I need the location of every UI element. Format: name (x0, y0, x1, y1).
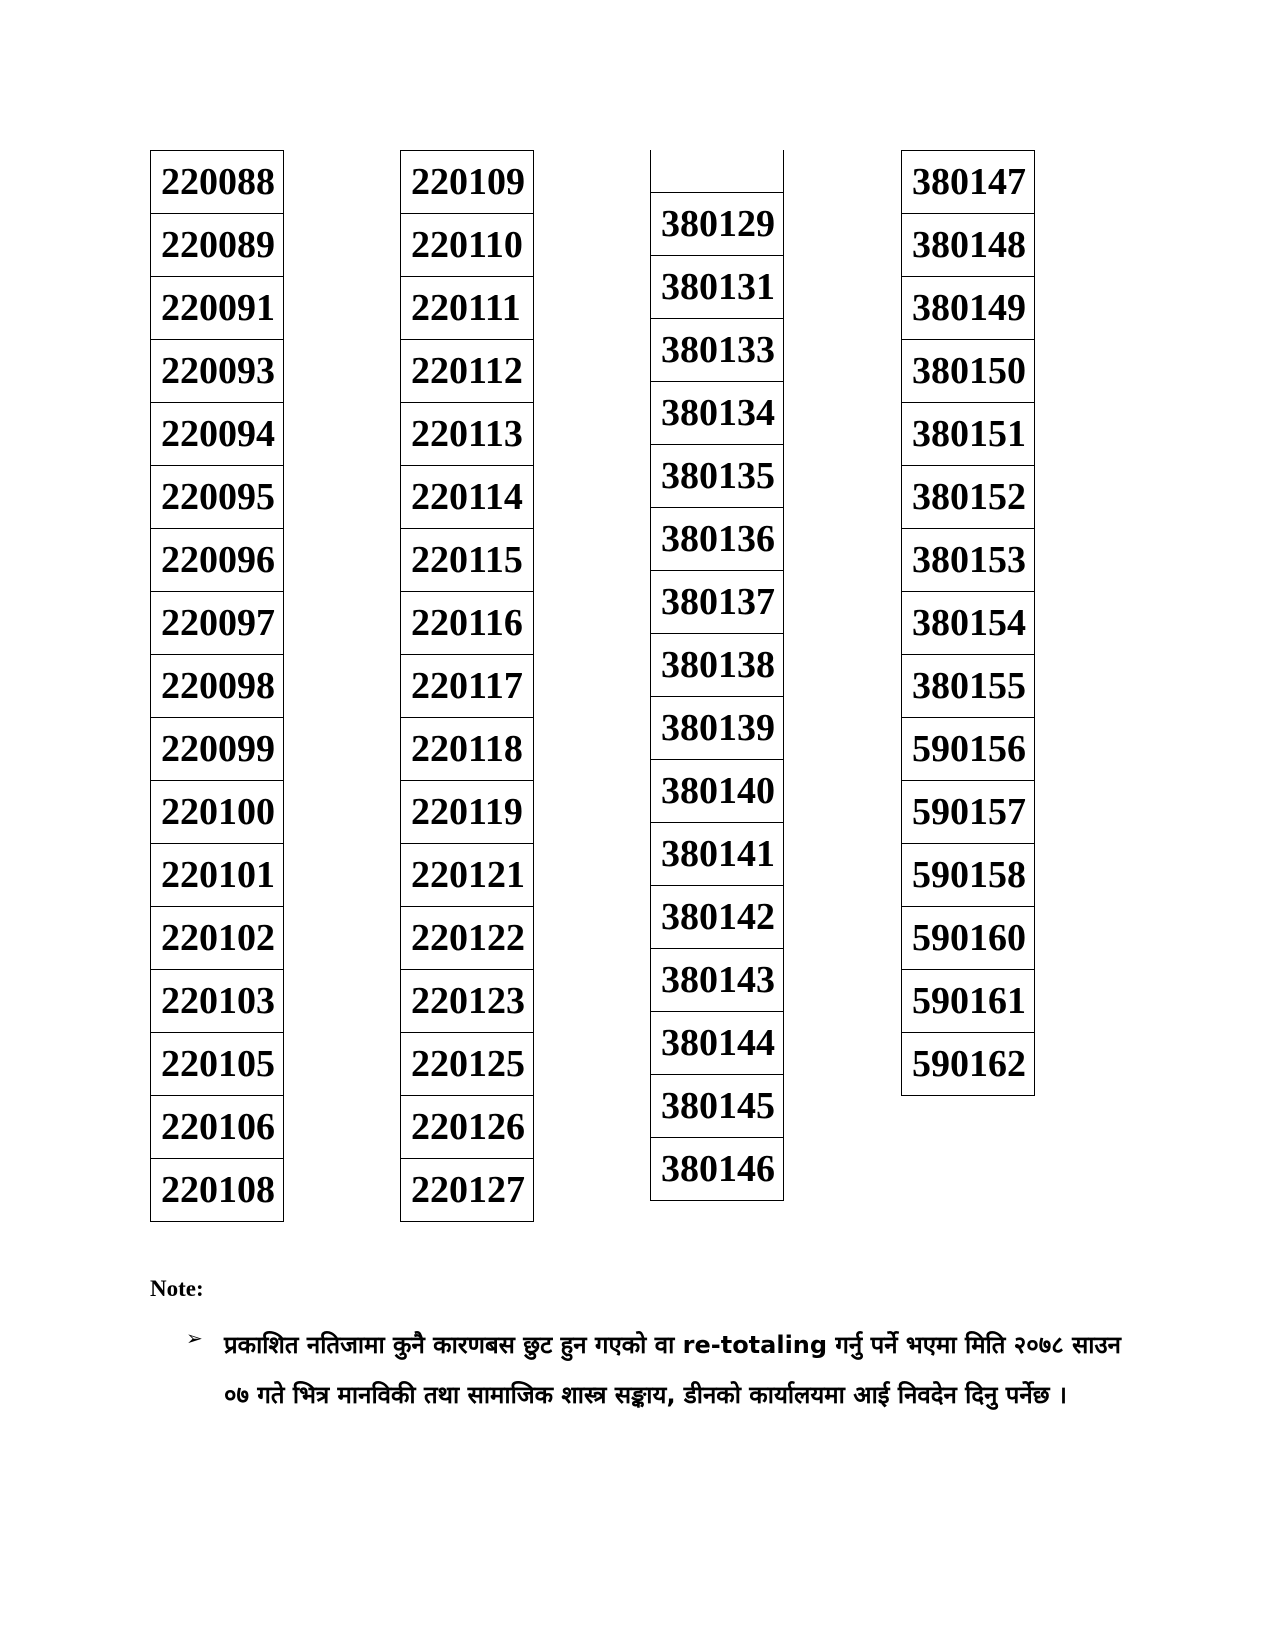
roll-number-cell: 220098 (151, 655, 283, 718)
roll-number-cell: 220115 (401, 529, 533, 592)
roll-number-cell: 380151 (902, 403, 1034, 466)
roll-number-cell: 220122 (401, 907, 533, 970)
roll-number-cell: 380136 (651, 508, 783, 571)
roll-number-cell: 380143 (651, 949, 783, 1012)
note-heading: Note: (150, 1276, 204, 1301)
roll-number-cell: 380141 (651, 823, 783, 886)
roll-number-cell: 380142 (651, 886, 783, 949)
roll-number-cell: 220101 (151, 844, 283, 907)
roll-number-cell: 380140 (651, 760, 783, 823)
roll-number-cell: 380147 (902, 151, 1034, 214)
roll-number-cell: 220114 (401, 466, 533, 529)
roll-number-cell: 380146 (651, 1138, 783, 1201)
roll-number-cell: 380149 (902, 277, 1034, 340)
blank-cell (651, 150, 783, 193)
roll-number-cell: 380148 (902, 214, 1034, 277)
roll-number-cell: 220116 (401, 592, 533, 655)
roll-number-cell: 380134 (651, 382, 783, 445)
roll-number-cell: 220111 (401, 277, 533, 340)
roll-number-cell: 220123 (401, 970, 533, 1033)
roll-number-cell: 220127 (401, 1159, 533, 1222)
roll-number-cell: 220117 (401, 655, 533, 718)
roll-number-cell: 220118 (401, 718, 533, 781)
roll-number-cell: 220095 (151, 466, 283, 529)
roll-number-cell: 220108 (151, 1159, 283, 1222)
roll-number-cell: 380153 (902, 529, 1034, 592)
roll-number-cell: 220093 (151, 340, 283, 403)
roll-number-cell: 220088 (151, 151, 283, 214)
roll-number-cell: 590160 (902, 907, 1034, 970)
roll-number-cell: 380145 (651, 1075, 783, 1138)
roll-number-cell: 220112 (401, 340, 533, 403)
roll-number-cell: 380139 (651, 697, 783, 760)
roll-number-cell: 220110 (401, 214, 533, 277)
roll-number-cell: 590161 (902, 970, 1034, 1033)
arrowhead-bullet-icon: ➢ (186, 1328, 203, 1350)
roll-number-column-1 (150, 150, 284, 1222)
roll-number-cell: 380155 (902, 655, 1034, 718)
roll-number-cell: 380152 (902, 466, 1034, 529)
note-text: प्रकाशित नतिजामा कुनै कारणबस छुट हुन गएको वा re-totaling गर्नु पर्ने भएमा मिति २०७८ साउन ०७ गते भित्र मानविकी तथा सामाजिक शास्त्र सङ्काय, डीनको कार्यालयमा आई निवदेन दिनु पर्नेछ । (224, 1331, 1121, 1409)
roll-number-cell: 590156 (902, 718, 1034, 781)
roll-number-cell: 220097 (151, 592, 283, 655)
roll-number-cell: 220096 (151, 529, 283, 592)
roll-number-cell: 590157 (902, 781, 1034, 844)
roll-number-column-2 (400, 150, 534, 1222)
roll-number-cell: 590162 (902, 1033, 1034, 1096)
roll-number-cell: 220119 (401, 781, 533, 844)
roll-number-cell: 380131 (651, 256, 783, 319)
roll-number-cell: 380133 (651, 319, 783, 382)
roll-number-column-4 (901, 150, 1035, 1096)
roll-number-cell: 380138 (651, 634, 783, 697)
roll-number-cell: 220106 (151, 1096, 283, 1159)
roll-number-cell: 220094 (151, 403, 283, 466)
roll-number-cell: 220100 (151, 781, 283, 844)
roll-number-cell: 590158 (902, 844, 1034, 907)
roll-number-cell: 220109 (401, 151, 533, 214)
roll-number-column-3 (650, 150, 784, 1201)
note-list-item (186, 1320, 1146, 1420)
roll-number-cell: 220121 (401, 844, 533, 907)
roll-number-cell: 380129 (651, 193, 783, 256)
roll-number-cell: 220126 (401, 1096, 533, 1159)
roll-number-cell: 220103 (151, 970, 283, 1033)
roll-number-cell: 220113 (401, 403, 533, 466)
roll-number-cell: 220099 (151, 718, 283, 781)
roll-number-cell: 380137 (651, 571, 783, 634)
roll-number-cell: 380154 (902, 592, 1034, 655)
roll-number-cell: 380135 (651, 445, 783, 508)
roll-number-cell: 220102 (151, 907, 283, 970)
roll-number-cell: 220125 (401, 1033, 533, 1096)
roll-number-cell: 220091 (151, 277, 283, 340)
roll-number-cell: 380150 (902, 340, 1034, 403)
roll-number-cell: 220089 (151, 214, 283, 277)
roll-number-cell: 380144 (651, 1012, 783, 1075)
roll-number-cell: 220105 (151, 1033, 283, 1096)
